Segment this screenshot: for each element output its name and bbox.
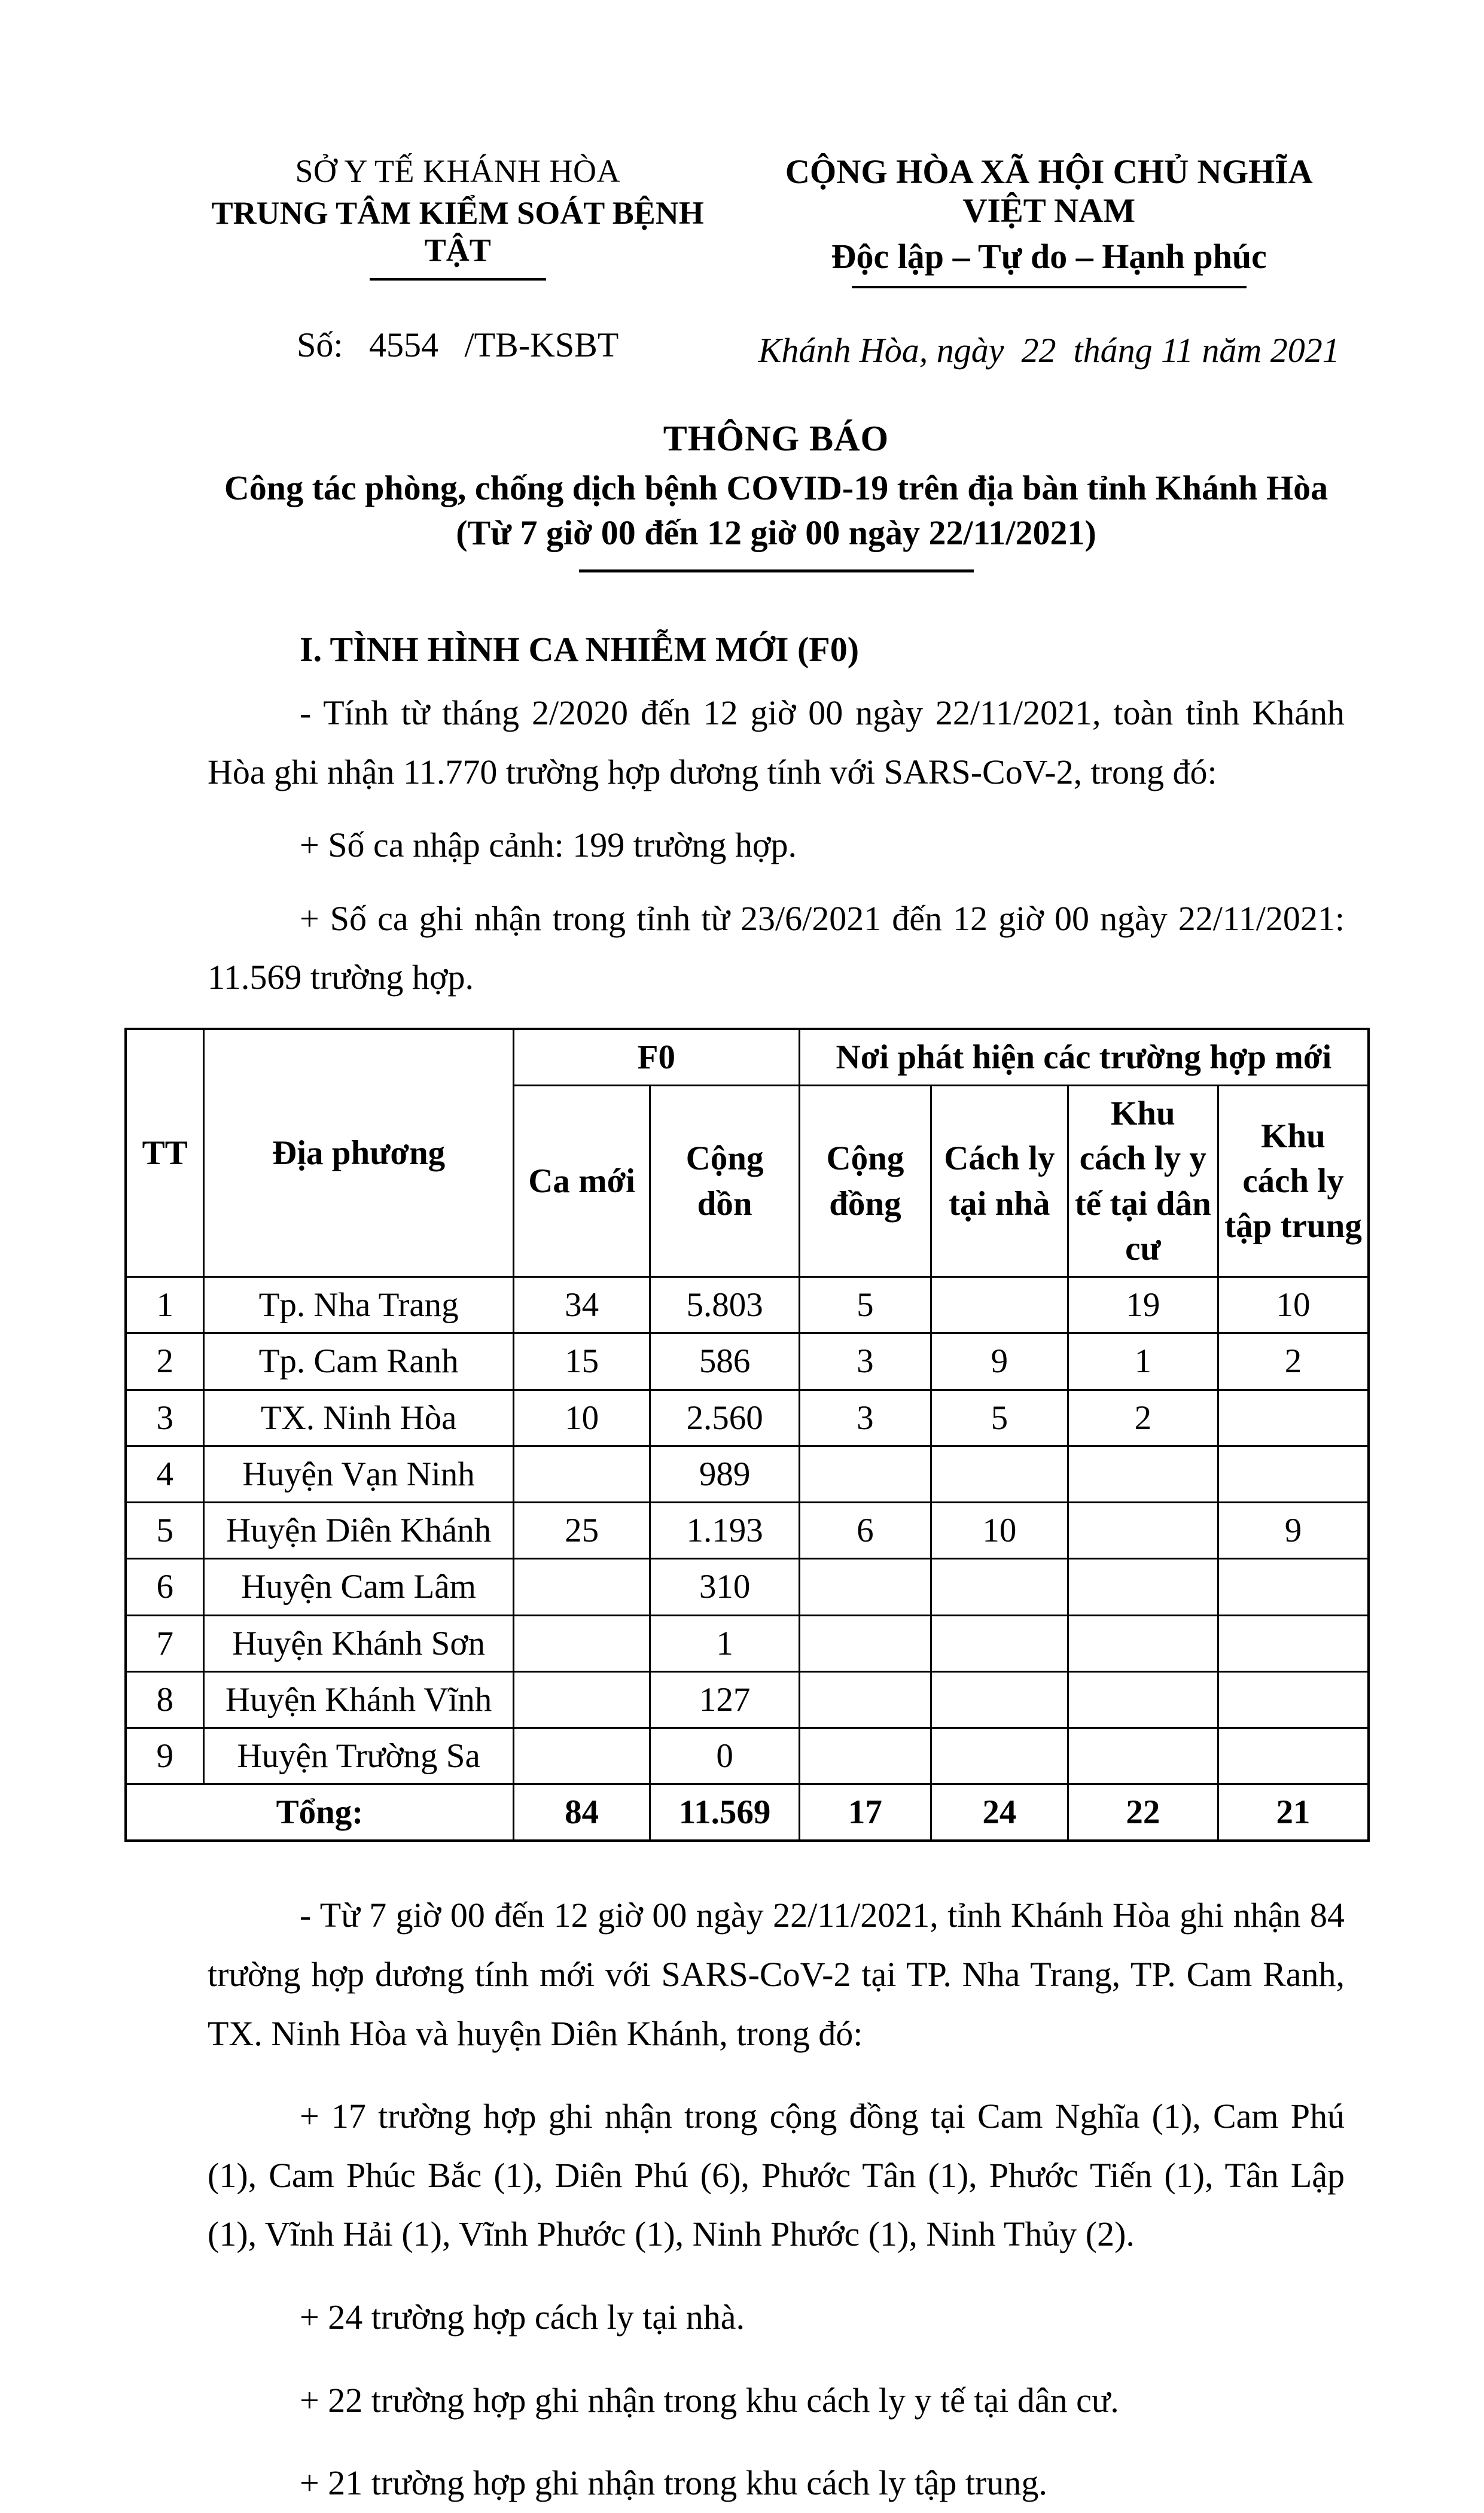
paragraph: + 24 trường hợp cách ly tại nhà.	[300, 2298, 745, 2337]
cell-khu-tap-trung	[1218, 1671, 1369, 1728]
cell-dia-phuong: Huyện Khánh Vĩnh	[204, 1671, 513, 1728]
title-underline	[579, 569, 974, 572]
cell-ca-moi: 25	[513, 1503, 650, 1559]
cell-ca-moi	[513, 1671, 650, 1728]
cell-cong-don: 989	[650, 1446, 799, 1502]
cell-cong-dong: 3	[799, 1333, 931, 1390]
section-heading: I. TÌNH HÌNH CA NHIỄM MỚI (F0)	[300, 630, 860, 669]
cell-tt: 3	[126, 1390, 204, 1446]
cell-cong-don: 5.803	[650, 1277, 799, 1333]
header-tt: TT	[126, 1029, 204, 1277]
header-dia-phuong: Địa phương	[204, 1029, 513, 1277]
cell-cong-don: 0	[650, 1728, 799, 1784]
cell-ca-moi	[513, 1728, 650, 1784]
org-name: TRUNG TÂM KIỂM SOÁT BỆNH TẬT	[211, 195, 704, 268]
document-subject: Công tác phòng, chống dịch bệnh COVID-19 trên địa bàn tỉnh Khánh Hòa	[224, 468, 1328, 507]
document-header	[208, 153, 1345, 370]
cell-cong-don: 2.560	[650, 1390, 799, 1446]
cell-ca-moi	[513, 1446, 650, 1502]
table-header-row-groups	[126, 1029, 1369, 1086]
cell-cong-dong	[799, 1559, 931, 1615]
table-row	[126, 1671, 1369, 1728]
cell-total-khu-y-te: 22	[1068, 1784, 1218, 1841]
cell-cong-don: 310	[650, 1559, 799, 1615]
cell-khu-y-te	[1068, 1728, 1218, 1784]
cell-dia-phuong: Tp. Cam Ranh	[204, 1333, 513, 1390]
cell-cach-ly-tai-nha	[931, 1446, 1068, 1502]
document-type-title: THÔNG BÁO	[663, 419, 889, 458]
header-khu-y-te: Khu cách ly y tế tại dân cư	[1068, 1086, 1218, 1277]
table-total-row	[126, 1784, 1369, 1841]
cell-khu-tap-trung: 10	[1218, 1277, 1369, 1333]
cell-cach-ly-tai-nha	[931, 1728, 1068, 1784]
table-row	[126, 1277, 1369, 1333]
paragraph: + 17 trường hợp ghi nhận trong cộng đồng tại Cam Nghĩa (1), Cam Phú (1), Cam Phúc Bắc (1), Diên Phú (6), Phước Tân (1), Phước Tiến (1), Tân Lập (1), Vĩnh Hải (1), Vĩnh Phước (1), Ninh Phước (1), Ninh Thủy (2).	[208, 2097, 1345, 2254]
cell-total-cach-ly-tai-nha: 24	[931, 1784, 1068, 1841]
cell-cong-dong: 3	[799, 1390, 931, 1446]
cell-ca-moi: 10	[513, 1390, 650, 1446]
header-noi-phat-hien-group: Nơi phát hiện các trường hợp mới	[799, 1029, 1369, 1086]
table-row	[126, 1503, 1369, 1559]
place-date-line: Khánh Hòa, ngày 22 tháng 11 năm 2021	[758, 331, 1340, 370]
cell-dia-phuong: Huyện Trường Sa	[204, 1728, 513, 1784]
cell-dia-phuong: Huyện Diên Khánh	[204, 1503, 513, 1559]
cell-khu-tap-trung: 2	[1218, 1333, 1369, 1390]
cell-tt: 9	[126, 1728, 204, 1784]
cell-ca-moi: 15	[513, 1333, 650, 1390]
cell-ca-moi	[513, 1559, 650, 1615]
title-block	[208, 418, 1345, 572]
paragraph: - Tính từ tháng 2/2020 đến 12 giờ 00 ngày 22/11/2021, toàn tỉnh Khánh Hòa ghi nhận 11.770 trường hợp dương tính với SARS-CoV-2, trong đó:	[208, 693, 1345, 791]
header-cong-don: Cộng dồn	[650, 1086, 799, 1277]
paragraph: - Từ 7 giờ 00 đến 12 giờ 00 ngày 22/11/2021, tỉnh Khánh Hòa ghi nhận 84 trường hợp dương tính mới với SARS-CoV-2 tại TP. Nha Trang, TP. Cam Ranh, TX. Ninh Hòa và huyện Diên Khánh, trong đó:	[208, 1896, 1345, 2053]
cell-cong-don: 1.193	[650, 1503, 799, 1559]
cell-cach-ly-tai-nha	[931, 1559, 1068, 1615]
table-row	[126, 1728, 1369, 1784]
table-row	[126, 1446, 1369, 1502]
cell-khu-tap-trung	[1218, 1728, 1369, 1784]
cell-khu-y-te: 19	[1068, 1277, 1218, 1333]
cell-tt: 7	[126, 1615, 204, 1671]
cell-tt: 8	[126, 1671, 204, 1728]
cell-khu-y-te: 2	[1068, 1390, 1218, 1446]
cell-khu-y-te	[1068, 1446, 1218, 1502]
cell-tt: 1	[126, 1277, 204, 1333]
cell-cong-don: 586	[650, 1333, 799, 1390]
cell-dia-phuong: Huyện Vạn Ninh	[204, 1446, 513, 1502]
motto-underline	[852, 286, 1247, 288]
paragraph: + 22 trường hợp ghi nhận trong khu cách ly y tế tại dân cư.	[300, 2380, 1119, 2420]
table-row	[126, 1559, 1369, 1615]
cell-khu-y-te: 1	[1068, 1333, 1218, 1390]
document-time-range: (Từ 7 giờ 00 đến 12 giờ 00 ngày 22/11/2021)	[456, 513, 1096, 552]
cell-total-label: Tổng:	[126, 1784, 513, 1841]
cell-khu-tap-trung	[1218, 1559, 1369, 1615]
org-underline	[370, 278, 546, 281]
cell-dia-phuong: Tp. Nha Trang	[204, 1277, 513, 1333]
header-khu-tap-trung: Khu cách ly tập trung	[1218, 1086, 1369, 1277]
cell-khu-y-te	[1068, 1559, 1218, 1615]
cell-khu-y-te	[1068, 1615, 1218, 1671]
cell-cong-don: 127	[650, 1671, 799, 1728]
cell-khu-tap-trung	[1218, 1615, 1369, 1671]
national-title: CỘNG HÒA XÃ HỘI CHỦ NGHĨA VIỆT NAM	[785, 153, 1313, 230]
cell-khu-y-te	[1068, 1671, 1218, 1728]
cell-tt: 4	[126, 1446, 204, 1502]
document-number: Số: 4554 /TB-KSBT	[297, 325, 619, 364]
cell-dia-phuong: TX. Ninh Hòa	[204, 1390, 513, 1446]
cell-khu-tap-trung	[1218, 1390, 1369, 1446]
header-cong-dong: Cộng đồng	[799, 1086, 931, 1277]
cell-dia-phuong: Huyện Cam Lâm	[204, 1559, 513, 1615]
cell-cong-dong: 5	[799, 1277, 931, 1333]
cell-ca-moi	[513, 1615, 650, 1671]
covid-stats-table	[124, 1028, 1370, 1842]
org-parent-name: SỞ Y TẾ KHÁNH HÒA	[295, 153, 620, 189]
header-cach-ly-tai-nha: Cách ly tại nhà	[931, 1086, 1068, 1277]
cell-khu-y-te	[1068, 1503, 1218, 1559]
cell-total-cong-dong: 17	[799, 1784, 931, 1841]
cell-cach-ly-tai-nha: 10	[931, 1503, 1068, 1559]
cell-cach-ly-tai-nha: 5	[931, 1390, 1068, 1446]
table-row	[126, 1333, 1369, 1390]
table-row	[126, 1615, 1369, 1671]
cell-dia-phuong: Huyện Khánh Sơn	[204, 1615, 513, 1671]
paragraph: + Số ca nhập cảnh: 199 trường hợp.	[300, 826, 797, 865]
cell-cach-ly-tai-nha	[931, 1615, 1068, 1671]
cell-cach-ly-tai-nha	[931, 1277, 1068, 1333]
cell-cong-dong: 6	[799, 1503, 931, 1559]
cell-cong-dong	[799, 1446, 931, 1502]
cell-tt: 2	[126, 1333, 204, 1390]
issuing-org-block	[208, 153, 708, 365]
table-body	[126, 1277, 1369, 1841]
table-row	[126, 1390, 1369, 1446]
cell-cach-ly-tai-nha	[931, 1671, 1068, 1728]
cell-total-khu-tap-trung: 21	[1218, 1784, 1369, 1841]
cell-cong-don: 1	[650, 1615, 799, 1671]
cell-cach-ly-tai-nha: 9	[931, 1333, 1068, 1390]
header-ca-moi: Ca mới	[513, 1086, 650, 1277]
header-f0-group: F0	[513, 1029, 799, 1086]
national-motto: Độc lập – Tự do – Hạnh phúc	[831, 237, 1267, 276]
cell-khu-tap-trung: 9	[1218, 1503, 1369, 1559]
cell-cong-dong	[799, 1728, 931, 1784]
cell-total-ca-moi: 84	[513, 1784, 650, 1841]
cell-cong-dong	[799, 1615, 931, 1671]
paragraph: + 21 trường hợp ghi nhận trong khu cách ly tập trung.	[300, 2463, 1047, 2503]
national-motto-block	[753, 153, 1345, 370]
cell-tt: 6	[126, 1559, 204, 1615]
cell-tt: 5	[126, 1503, 204, 1559]
cell-ca-moi: 34	[513, 1277, 650, 1333]
cell-total-cong-don: 11.569	[650, 1784, 799, 1841]
paragraph: + Số ca ghi nhận trong tỉnh từ 23/6/2021 đến 12 giờ 00 ngày 22/11/2021: 11.569 trường hợp.	[208, 898, 1345, 997]
cell-khu-tap-trung	[1218, 1446, 1369, 1502]
table-header	[126, 1029, 1369, 1277]
cell-cong-dong	[799, 1671, 931, 1728]
